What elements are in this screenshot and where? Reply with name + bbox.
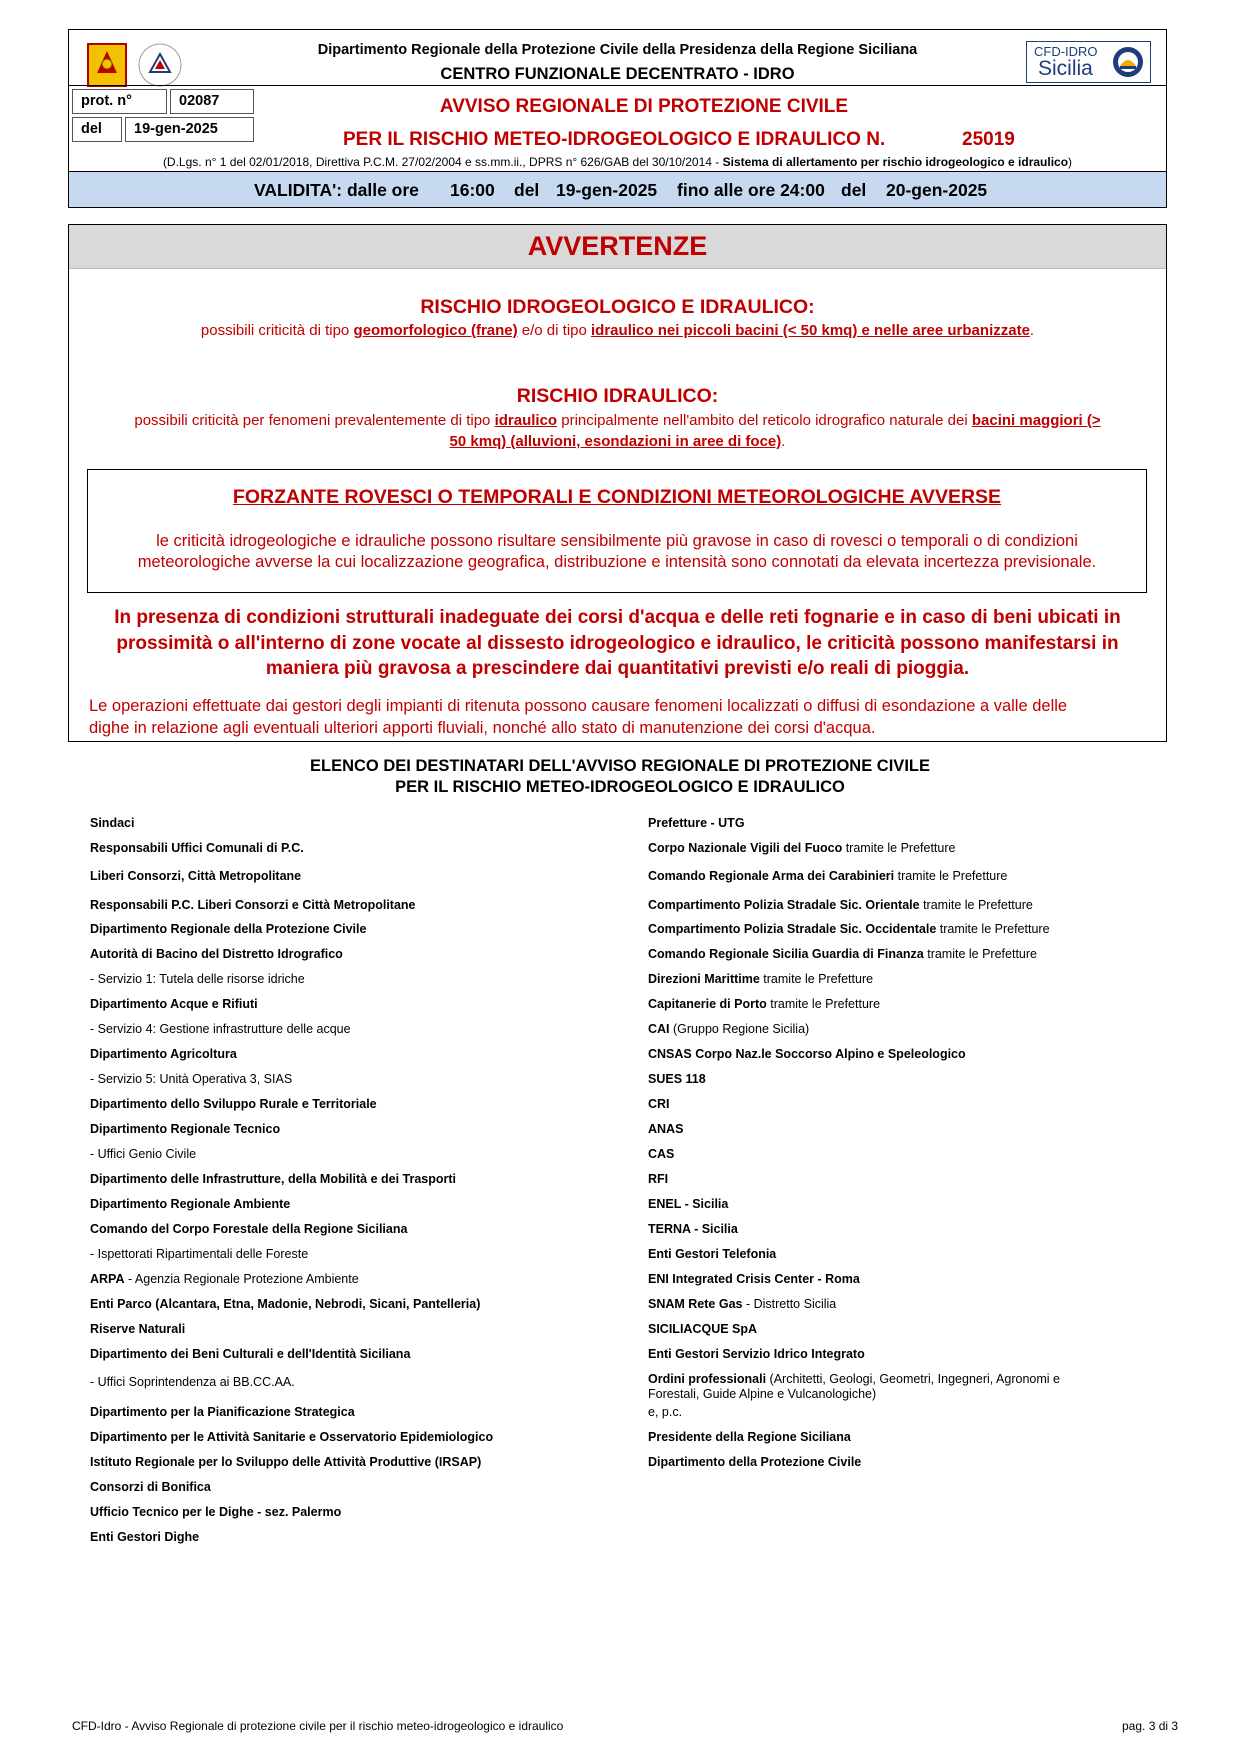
destinatario-name: Autorità di Bacino del Distretto Idrografico (90, 947, 343, 961)
destinatario-item (648, 972, 873, 987)
destinatario-name: CRI (648, 1097, 670, 1111)
destinatario-item (90, 898, 416, 913)
destinatario-item (90, 841, 304, 856)
validity-start-date: 19-gen-2025 (556, 180, 658, 200)
operazioni-dighe-text (89, 696, 1146, 739)
validity-until: fino alle ore 24:00 (677, 180, 825, 200)
del-label: del (81, 121, 102, 137)
destinatario-note: tramite le Prefetture (766, 997, 881, 1011)
destinatario-item (90, 1297, 480, 1312)
destinatario-item (90, 1505, 341, 1520)
destinatario-note: - Ispettorati Ripartimentali delle Foreste (90, 1247, 309, 1261)
idraulico-tipo: idraulico (494, 412, 558, 429)
destinatario-item (648, 841, 955, 856)
destinatario-name: Dipartimento dei Beni Culturali e dell'Identità Siciliana (90, 1347, 411, 1361)
destinatario-name: CNSAS Corpo Naz.le Soccorso Alpino e Speleologico (648, 1047, 966, 1061)
idraulico-text-1: possibili criticità per fenomeni prevalentemente di tipo (134, 412, 495, 429)
idraulico-bacini-maggiori-b: 50 kmq) (alluvioni, esondazioni in aree di foce) (449, 433, 782, 450)
operazioni-line-1: Le operazioni effettuate dai gestori degli impianti di ritenuta possono causare fenomeni localizzati o diffusi di esondazione a valle delle (89, 697, 1068, 715)
destinatario-note: - Distretto Sicilia (742, 1297, 837, 1311)
destinatario-note: tramite le Prefetture (759, 972, 874, 986)
footer-document-title: CFD-Idro - Avviso Regionale di protezione civile per il rischio meteo-idrogeologico e idraulico (72, 1719, 564, 1733)
destinatario-item (90, 972, 305, 987)
legal-reference-text: (D.Lgs. n° 1 del 02/01/2018, Direttiva P.C.M. 27/02/2004 e ss.mm.ii., DPRS n° 626/GAB del 30/10/2014 - (162, 155, 723, 169)
destinatario-item (648, 898, 1033, 913)
destinatario-item (90, 1430, 493, 1445)
destinatario-name: Riserve Naturali (90, 1322, 186, 1336)
destinatario-note: tramite le Prefetture (894, 869, 1008, 883)
destinatario-item (90, 1322, 185, 1337)
destinatario-name: Dipartimento Agricoltura (90, 1047, 237, 1061)
destinatario-item (90, 1530, 199, 1545)
destinatario-item (90, 997, 258, 1012)
destinatario-name: Dipartimento delle Infrastrutture, della Mobilità e dei Trasporti (90, 1172, 457, 1186)
destinatario-item (90, 1480, 211, 1495)
destinatario-item (90, 1072, 292, 1087)
destinatario-item (90, 1172, 456, 1187)
destinatario-note: tramite le Prefetture (923, 947, 1037, 961)
destinatario-item (90, 1022, 351, 1037)
destinatario-name: Comando Regionale Arma dei Carabinieri (648, 869, 895, 883)
destinatario-item (648, 869, 1007, 884)
destinatario-item (648, 1455, 861, 1470)
cfd-seal-icon (1112, 46, 1144, 78)
destinatario-name: Responsabili Uffici Comunali di P.C. (90, 841, 304, 855)
del-value-box (125, 117, 254, 142)
rischio-idraulico-title: RISCHIO IDRAULICO: (516, 385, 719, 407)
forzante-text (102, 531, 1132, 573)
center-title: CENTRO FUNZIONALE DECENTRATO - IDRO (440, 65, 795, 83)
destinatario-item (90, 1405, 355, 1420)
destinatario-item (648, 1097, 670, 1112)
validity-end-date: 20-gen-2025 (886, 180, 988, 200)
cfd-logo-line1: CFD-IDRO (1034, 44, 1098, 59)
destinatario-item (90, 1147, 196, 1162)
destinatario-item (648, 1072, 706, 1087)
destinatario-name: Sindaci (90, 816, 135, 830)
destinatario-name: Dipartimento Regionale della Protezione Civile (90, 922, 367, 936)
avviso-title-line2: PER IL RISCHIO METEO-IDROGEOLOGICO E IDRAULICO N. (343, 129, 886, 150)
destinatario-item (648, 1022, 809, 1037)
destinatario-name: TERNA - Sicilia (648, 1222, 738, 1236)
destinatario-item (648, 1405, 682, 1420)
destinatario-note: tramite le Prefetture (919, 898, 1033, 912)
destinatario-item (90, 1272, 359, 1287)
idrogeo-frane: geomorfologico (frane) (353, 322, 518, 339)
header-divider (69, 85, 1166, 86)
destinatario-name: SICILIACQUE SpA (648, 1322, 758, 1336)
destinatario-item (648, 816, 745, 831)
destinatario-item (648, 947, 1037, 962)
idrogeo-text-3: . (1029, 322, 1035, 339)
destinatario-item (90, 1197, 290, 1212)
avviso-title-line1: AVVISO REGIONALE DI PROTEZIONE CIVILE (439, 96, 849, 117)
destinatario-item (648, 1372, 1088, 1402)
destinatario-note: - Servizio 5: Unità Operativa 3, SIAS (90, 1072, 293, 1086)
destinatario-name: Dipartimento Acque e Rifiuti (90, 997, 258, 1011)
validity-del-1: del (514, 180, 540, 200)
destinatario-item (90, 1375, 295, 1390)
destinatario-note: tramite le Prefetture (936, 922, 1050, 936)
destinatario-name: Responsabili P.C. Liberi Consorzi e Città Metropolitane (90, 898, 416, 912)
destinatario-note: - Uffici Soprintendenza ai BB.CC.AA. (90, 1375, 295, 1389)
rischio-idraulico-text (69, 410, 1166, 452)
destinatario-name: Istituto Regionale per lo Sviluppo delle Attività Produttive (IRSAP) (90, 1455, 482, 1469)
legal-reference-bold: Sistema di allertamento per rischio idrogeologico e idraulico (722, 155, 1069, 169)
destinatario-item (90, 947, 343, 962)
destinatario-item (648, 1272, 860, 1287)
condizioni-strutturali-text (91, 605, 1144, 682)
idraulico-text-2: principalmente nell'ambito del reticolo idrografico naturale dei (557, 412, 972, 429)
prot-label: prot. n° (81, 93, 132, 109)
destinatario-note: e, p.c. (648, 1405, 683, 1419)
avviso-number: 25019 (962, 129, 1015, 150)
destinatario-item (648, 1322, 757, 1337)
avvertenze-box (68, 224, 1167, 742)
destinatario-item (90, 1222, 407, 1237)
destinatario-name: ENEL - Sicilia (648, 1197, 729, 1211)
destinatario-item (90, 1097, 377, 1112)
destinatario-name: ANAS (648, 1122, 684, 1136)
strutturali-line-1: In presenza di condizioni strutturali inadeguate dei corsi d'acqua e delle reti fognarie e in caso di beni ubicati in (114, 607, 1121, 628)
destinatario-item (648, 1297, 836, 1312)
idrogeo-text-2: e/o di tipo (517, 322, 592, 339)
destinatario-name: Liberi Consorzi, Città Metropolitane (90, 869, 302, 883)
destinatario-item (648, 1430, 851, 1445)
elenco-title-line-2: PER IL RISCHIO METEO-IDROGEOLOGICO E IDRAULICO (395, 778, 845, 796)
destinatario-name: Comando del Corpo Forestale della Regione Siciliana (90, 1222, 408, 1236)
strutturali-line-2: prossimità o all'interno di zone vocate al dissesto idrogeologico e idraulico, le criticità possono manifestarsi in (116, 632, 1119, 654)
destinatario-item (648, 1172, 668, 1187)
destinatario-name: Dipartimento della Protezione Civile (648, 1455, 862, 1469)
operazioni-line-2: dighe in relazione agli eventuali ulteriori apporti fluviali, nonché allo stato di manutenzione dei corsi d'acqua. (89, 718, 876, 737)
elenco-title-line-1: ELENCO DEI DESTINATARI DELL'AVVISO REGIONALE DI PROTEZIONE CIVILE (310, 757, 930, 775)
destinatario-name: Compartimento Polizia Stradale Sic. Occidentale (648, 922, 937, 936)
destinatario-name: Comando Regionale Sicilia Guardia di Finanza (648, 947, 924, 961)
destinatario-name: Dipartimento Regionale Tecnico (90, 1122, 281, 1136)
destinatario-item (648, 1197, 728, 1212)
destinatario-name: SNAM Rete Gas (648, 1297, 743, 1311)
destinatario-name: Presidente della Regione Siciliana (648, 1430, 851, 1444)
rischio-idrogeologico-title: RISCHIO IDROGEOLOGICO E IDRAULICO: (420, 296, 815, 318)
del-label-box (72, 117, 122, 142)
avvertenze-title: AVVERTENZE (69, 225, 1166, 269)
destinatario-name: RFI (648, 1172, 669, 1186)
destinatario-name: Enti Gestori Dighe (90, 1530, 200, 1544)
destinatario-name: Consorzi di Bonifica (90, 1480, 211, 1494)
destinatario-item (648, 997, 880, 1012)
destinatario-name: ARPA (90, 1272, 125, 1286)
validity-bar (68, 171, 1167, 208)
destinatario-item (648, 1222, 738, 1237)
destinatario-note: (Gruppo Regione Sicilia) (669, 1022, 810, 1036)
destinatario-note: tramite le Prefetture (842, 841, 956, 855)
destinatario-note: (Architetti, Geologi, Geometri, Ingegneri, Agronomi e Forestali, Guide Alpine e Vulcanologiche) (648, 1372, 1060, 1401)
destinatario-name: Enti Gestori Servizio Idrico Integrato (648, 1347, 865, 1361)
destinatario-item (90, 1347, 410, 1362)
destinatario-note: - Servizio 1: Tutela delle risorse idriche (90, 972, 305, 986)
prot-label-box (72, 89, 167, 114)
footer-page-number: pag. 3 di 3 (1122, 1719, 1179, 1733)
department-title: Dipartimento Regionale della Protezione Civile della Presidenza della Regione Siciliana (317, 42, 918, 58)
destinatario-name: Direzioni Marittime (648, 972, 760, 986)
destinatario-name: CAS (648, 1147, 675, 1161)
prot-value: 02087 (179, 93, 220, 109)
destinatario-name: Corpo Nazionale Vigili del Fuoco (648, 841, 843, 855)
forzante-title: FORZANTE ROVESCI O TEMPORALI E CONDIZIONI METEOROLOGICHE AVVERSE (232, 486, 1002, 508)
destinatario-name: ENI Integrated Crisis Center - Roma (648, 1272, 860, 1286)
destinatario-name: Dipartimento Regionale Ambiente (90, 1197, 291, 1211)
validity-label: VALIDITA': dalle ore (254, 180, 419, 200)
destinatario-item (90, 1047, 237, 1062)
destinatario-name: SUES 118 (648, 1072, 706, 1086)
cfd-logo-line2: Sicilia (1038, 57, 1093, 80)
forzante-line-2: meteorologiche avverse la cui localizzazione geografica, distribuzione e intensità sono connotati da elevata incertezza previsionale. (137, 553, 1097, 571)
destinatario-item (648, 1147, 674, 1162)
idrogeo-text-1: possibili criticità di tipo (200, 322, 354, 339)
destinatario-item (90, 869, 301, 884)
destinatario-item (90, 816, 134, 831)
idraulico-text-3: . (781, 433, 786, 450)
del-value: 19-gen-2025 (134, 121, 218, 137)
destinatario-name: Capitanerie di Porto (648, 997, 767, 1011)
rischio-idrogeologico-text (69, 320, 1166, 341)
destinatario-name: Enti Parco (Alcantara, Etna, Madonie, Nebrodi, Sicani, Pantelleria) (90, 1297, 481, 1311)
legal-reference-end: ) (1068, 155, 1073, 169)
elenco-destinatari-title (0, 756, 1240, 798)
cfd-idro-logo (1026, 41, 1151, 83)
destinatario-item (648, 1047, 966, 1062)
destinatario-item (90, 1247, 308, 1262)
destinatario-name: Dipartimento dello Sviluppo Rurale e Territoriale (90, 1097, 377, 1111)
destinatario-item (648, 922, 1050, 937)
destinatario-item (648, 1247, 776, 1262)
destinatario-name: CAI (648, 1022, 670, 1036)
prot-value-box (170, 89, 254, 114)
destinatario-name: Enti Gestori Telefonia (648, 1247, 777, 1261)
validity-del-2: del (841, 180, 867, 200)
destinatario-item (90, 1122, 280, 1137)
destinatario-note: - Agenzia Regionale Protezione Ambiente (124, 1272, 359, 1286)
legal-reference (69, 155, 1166, 169)
destinatario-name: Dipartimento per la Pianificazione Strategica (90, 1405, 355, 1419)
idrogeo-piccoli-bacini: idraulico nei piccoli bacini (< 50 kmq) e nelle aree urbanizzate (591, 322, 1030, 339)
validity-start-time: 16:00 (450, 180, 495, 200)
destinatario-item (648, 1347, 865, 1362)
destinatario-item (648, 1122, 683, 1137)
destinatario-name: Ordini professionali (648, 1372, 767, 1386)
idraulico-bacini-maggiori-a: bacini maggiori (> (971, 412, 1101, 429)
destinatario-name: Ufficio Tecnico per le Dighe - sez. Palermo (90, 1505, 342, 1519)
destinatario-name: Prefetture - UTG (648, 816, 745, 830)
forzante-line-1: le criticità idrogeologiche e idrauliche possono risultare sensibilmente più gravose in caso di rovesci o temporali o di condizioni (156, 532, 1078, 550)
destinatario-item (90, 1455, 481, 1470)
destinatario-item (90, 922, 366, 937)
destinatario-name: Compartimento Polizia Stradale Sic. Orientale (648, 898, 920, 912)
destinatario-note: - Uffici Genio Civile (90, 1147, 197, 1161)
strutturali-line-3: maniera più gravosa a prescindere dai quantitativi previsti e/o reali di pioggia. (265, 658, 970, 679)
forzante-box (87, 469, 1147, 593)
destinatario-name: Dipartimento per le Attività Sanitarie e Osservatorio Epidemiologico (90, 1430, 494, 1444)
destinatario-note: - Servizio 4: Gestione infrastrutture delle acque (90, 1022, 351, 1036)
